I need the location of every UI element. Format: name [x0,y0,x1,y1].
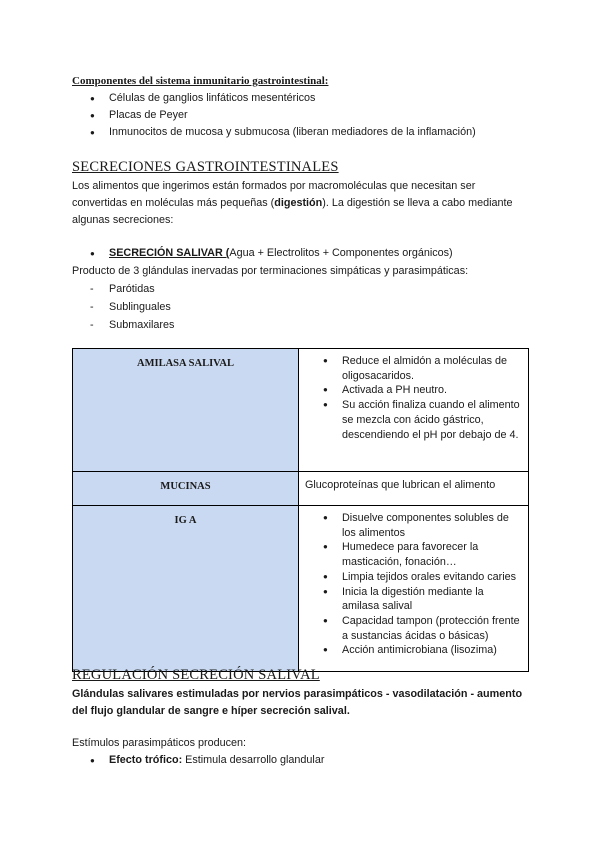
trophic-label: Efecto trófico: [109,754,183,766]
table-row-label: MUCINAS [73,472,299,506]
list-item: ● Su acción finaliza cuando el alimento se mezcla con ácido gástrico, descendiendo el pH por debajo de 4. [342,398,522,442]
list-item: ● Acción antimicrobiana (lisozima) [342,643,522,658]
list-item: ● Inmunocitos de mucosa y submucosa (liberan mediadores de la inflamación) [109,124,476,141]
list-item: ● Inicia la digestión mediante la amilasa salival [342,585,522,614]
saliva-components-table [72,348,529,672]
table-row [73,506,529,672]
list-item: - Submaxilares [109,316,174,334]
trophic-bullet [109,752,324,768]
intro-bold: digestión [274,197,323,209]
regulation-title: REGULACIÓN SECRECIÓN SALIVAL [72,667,320,683]
saliva-bullet [109,245,453,261]
components-list [109,90,476,141]
table-row [73,349,529,472]
table-row-label: IG A [73,506,299,672]
list-item: ● Reduce el almidón a moléculas de oligosacaridos. [342,354,522,383]
regulation-text-start: Glándulas salivares estimuladas por [72,688,263,700]
intro-text: Los alimentos que ingerimos están formados por macromoléculas que necesitan ser convertidas en moléculas más pequeñas ( [72,180,476,209]
list-item: ● Células de ganglios linfáticos mesentéricos [109,90,476,107]
stimuli-intro: Estímulos parasimpáticos producen: [72,737,247,749]
list-item: ● Humedece para favorecer la masticación, fonación… [342,540,522,569]
secretions-intro [72,178,532,229]
table-row-content: Glucoproteínas que lubrican el alimento [299,472,529,506]
glands-list [109,280,174,334]
list-item: ● Placas de Peyer [109,107,476,124]
secretions-title: SECRECIONES GASTROINTESTINALES [72,159,339,175]
table-row-content [299,349,529,472]
saliva-heading: SECRECIÓN SALIVAR ( [109,247,230,259]
table-row [73,472,529,506]
saliva-detail: Agua + Electrolitos + Componentes orgánicos) [229,247,453,259]
regulation-text-bold: nervios parasimpáticos - vasodilatación - aumento del flujo glandular de sangre e híper secreción salival. [72,688,523,717]
list-item: ● Capacidad tampon (protección frente a sustancias ácidas o básicas) [342,614,522,643]
glands-intro: Producto de 3 glándulas inervadas por terminaciones simpáticas y parasimpáticas: [72,265,469,277]
list-item: - Sublinguales [109,298,174,316]
list-item: ● Disuelve componentes solubles de los alimentos [342,511,522,540]
list-item: ● Activada a PH neutro. [342,383,522,398]
trophic-text: Estimula desarrollo glandular [182,754,325,766]
intro-text-end: ). La digestión se lleva a cabo mediante algunas secreciones: [72,197,513,226]
list-item: ● Limpia tejidos orales evitando caries [342,570,522,585]
components-title: Componentes del sistema inmunitario gastrointestinal: [72,75,329,87]
table-row-content [299,506,529,672]
regulation-text [72,686,532,720]
table-row-label: AMILASA SALIVAL [73,349,299,472]
list-item: - Parótidas [109,280,174,298]
